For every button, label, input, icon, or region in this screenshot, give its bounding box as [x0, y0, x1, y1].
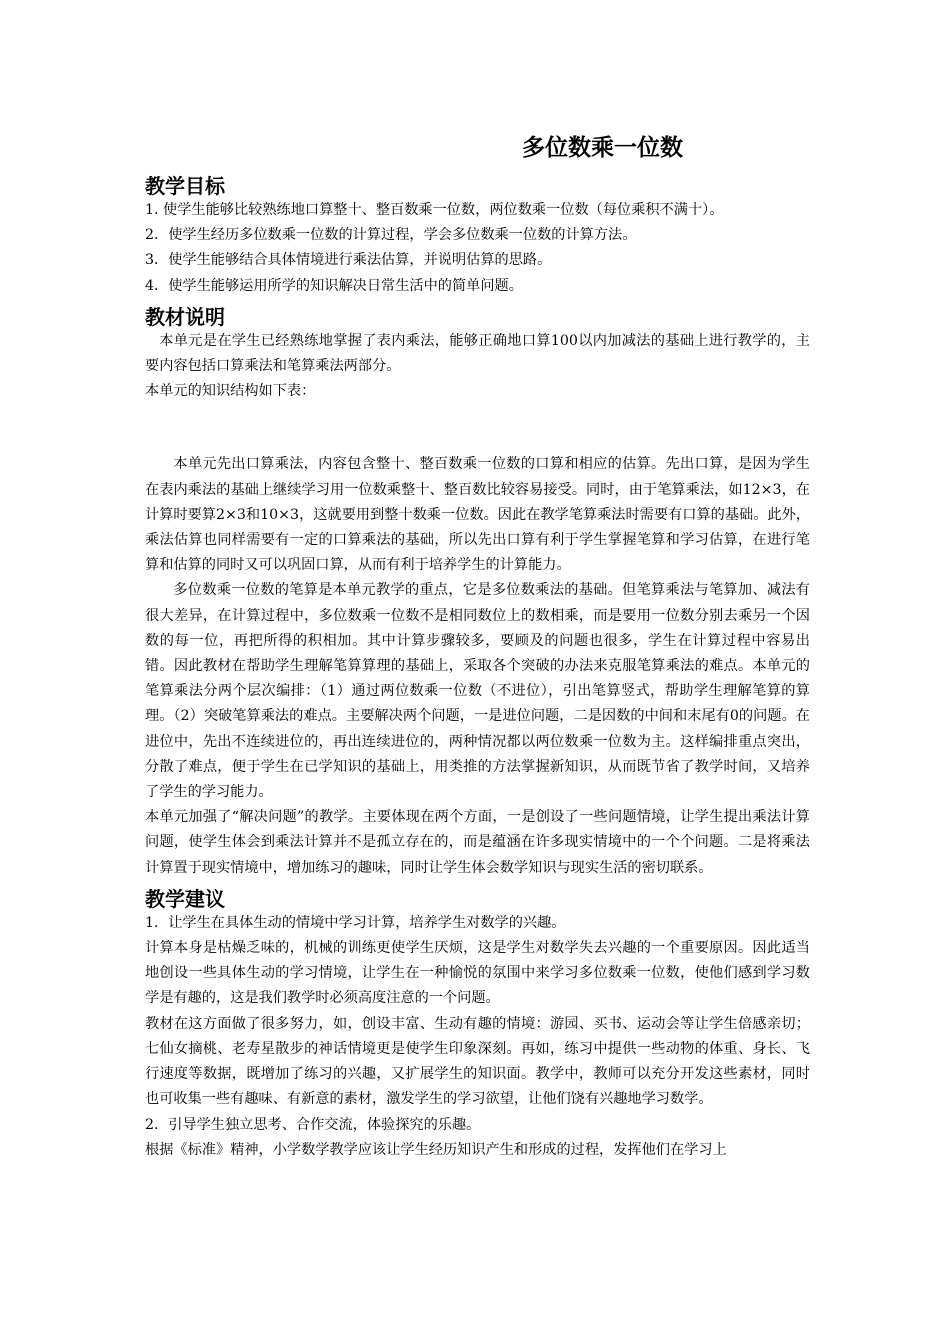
- materials-paragraph: 本单元加强了“解决问题”的教学。主要体现在两个方面，一是创设了一些问题情境，让学生提出乘法计算问题，使学生体会到乘法计算并不是孤立存在的，而是蕴涵在许多现实情境中的一个个问题。二是将乘法计算置于现实情境中，增加练习的趣味，同时让学生体会数学知识与现实生活的密切联系。: [145, 809, 810, 876]
- materials-paragraph: 多位数乘一位数的笔算是本单元教学的重点，它是多位数乘法的基础。但笔算乘法与笔算加、减法有很大差异，在计算过程中，多位数乘一位数不是相同数位上的数相乘，而是要用一位数分别去乘另一个因数的每一位，再把所得的积相加。其中计算步骤较多，要顾及的问题也很多，学生在计算过程中容易出错。因此教材在帮助学生理解笔算算理的基础上，采取各个突破的办法来克服笔算乘法的难点。本单元的笔算乘法分两个层次编排：（1）通过两位数乘一位数（不进位），引出笔算竖式，帮助学生理解笔算的算理。（2）突破笔算乘法的难点。主要解决两个问题，一是进位问题，二是因数的中间和末尾有0的问题。在进位中，先出不连续进位的，再出连续进位的，两种情况都以两位数乘一位数为主。这样编排重点突出，分散了难点，便于学生在已学知识的基础上，用类推的方法掌握新知识，从而既节省了教学时间，又培养了学生的学习能力。: [145, 582, 810, 801]
- suggestion-paragraph: 1．让学生在具体生动的情境中学习计算，培养学生对数学的兴趣。: [145, 914, 566, 931]
- document-page: [145, 128, 810, 1163]
- section-heading-suggestions: 教学建议: [145, 886, 225, 911]
- suggestion-paragraph: 计算本身是枯燥乏味的，机械的训练更使学生厌烦，这是学生对数学失去兴趣的一个重要原因。因此适当地创设一些具体生动的学习情境，让学生在一种愉悦的氛围中来学习多位数乘一位数，使他们感到学习数学是有趣的，这是我们教学时必须高度注意的一个问题。: [145, 940, 810, 1007]
- document-title: 多位数乘一位数: [522, 134, 683, 161]
- structure-table-placeholder: [145, 404, 810, 452]
- objective-3: 3．使学生能够结合具体情境进行乘法估算，并说明估算的思路。: [145, 252, 552, 269]
- materials-paragraph: 本单元是在学生已经熟练地掌握了表内乘法，能够正确地口算100以内加减法的基础上进行教学的，主要内容包括口算乘法和笔算乘法两部分。: [145, 332, 810, 375]
- suggestion-paragraph: 2．引导学生独立思考、合作交流，体验探究的乐趣。: [145, 1116, 481, 1133]
- materials-paragraph: 本单元先出口算乘法，内容包含整十、整百数乘一位数的口算和相应的估算。先出口算，是因为学生在表内乘法的基础上继续学习用一位数乘整十、整百数比较容易接受。同时，由于笔算乘法，如12×3，在计算时要算2×3和10×3，这就要用到整十数乘一位数。因此在教学笔算乘法时需要有口算的基础。此外，乘法估算也同样需要有一定的口算乘法的基础，所以先出口算有利于学生掌握笔算和学习估算，在进行笔算和估算的同时又可以巩固口算，从而有利于培养学生的计算能力。: [145, 456, 810, 574]
- section-heading-materials: 教材说明: [145, 304, 225, 329]
- objective-4: 4．使学生能够运用所学的知识解决日常生活中的简单问题。: [145, 277, 523, 294]
- objective-2: 2．使学生经历多位数乘一位数的计算过程，学会多位数乘一位数的计算方法。: [145, 227, 637, 244]
- suggestion-paragraph: 根据《标准》精神，小学数学教学应该让学生经历知识产生和形成的过程，发挥他们在学习上: [145, 1141, 727, 1158]
- section-heading-objectives: 教学目标: [145, 174, 225, 198]
- materials-paragraph: 本单元的知识结构如下表：: [145, 383, 316, 400]
- suggestion-paragraph: 教材在这方面做了很多努力，如，创设丰富、生动有趣的情境：游园、买书、运动会等让学生倍感亲切；七仙女摘桃、老寿星散步的神话情境更是使学生印象深刻。再如，练习中提供一些动物的体重、身长、飞行速度等数据，既增加了练习的兴趣，又扩展学生的知识面。教学中，教师可以充分开发这些素材，同时也可收集一些有趣味、有新意的素材，激发学生的学习欲望，让他们饶有兴趣地学习数学。: [145, 1015, 810, 1108]
- objective-1: 1. 使学生能够比较熟练地口算整十、整百数乘一位数，两位数乘一位数（每位乘积不满十）。: [145, 202, 724, 218]
